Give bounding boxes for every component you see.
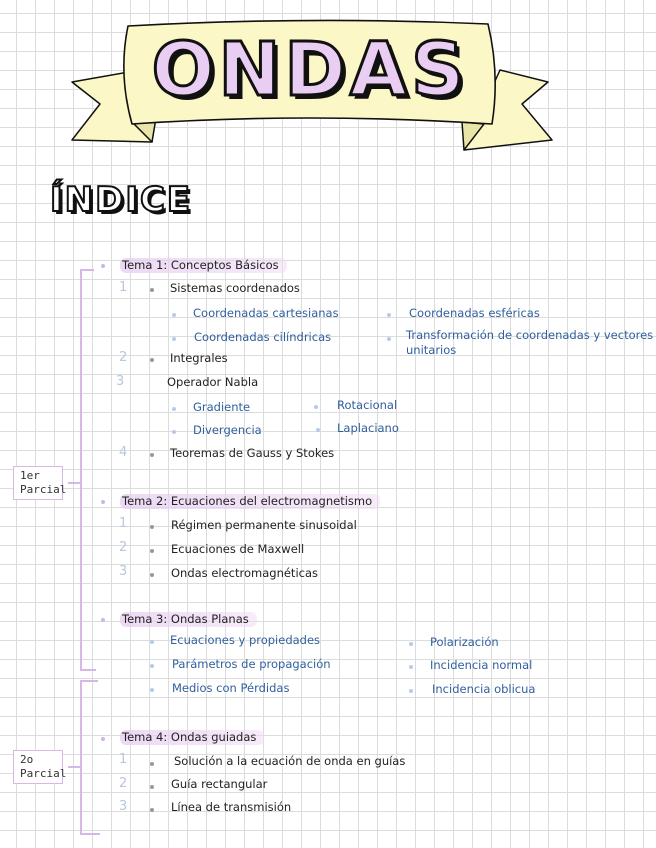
page-title: ONDAS: [151, 27, 469, 113]
sub-coordenadas-cartesianas: Coordenadas cartesianas: [193, 306, 339, 320]
item-ecuaciones-maxwell: Ecuaciones de Maxwell: [171, 542, 305, 556]
tema-3-title: Tema 3: Ondas Planas: [120, 612, 257, 627]
sub-bullet: [387, 313, 391, 317]
item-number: 1: [119, 752, 128, 767]
index-heading: ÍNDICE: [50, 180, 193, 220]
sub-transformacion-coordenadas: Transformación de coordenadas y vectores unitarios: [406, 328, 654, 357]
sub-bullet: [314, 405, 318, 409]
tema-2-title: Tema 2: Ecuaciones del electromagnetismo: [120, 494, 380, 509]
item-bullet: [150, 288, 154, 292]
parcial-2-bracket: [80, 680, 82, 834]
item-ondas-electromagneticas: Ondas electromagnéticas: [171, 566, 319, 580]
item-number: 3: [119, 799, 128, 814]
item-number: 4: [119, 445, 128, 460]
bracket-2-bottom-tick: [80, 833, 100, 835]
topic-bullet: [101, 264, 105, 268]
item-number: 3: [116, 374, 125, 389]
sub-bullet: [172, 337, 176, 341]
item-number: 2: [119, 350, 128, 365]
topic-bullet: [101, 500, 105, 504]
sub-incidencia-normal: Incidencia normal: [430, 658, 533, 672]
item-operador-nabla: Operador Nabla: [167, 375, 259, 389]
bracket-2-top-tick: [80, 680, 98, 682]
sub-bullet: [150, 664, 154, 668]
sub-bullet: [387, 337, 391, 341]
parcial-2-text: 2o Parcial: [20, 753, 67, 780]
item-number: 3: [119, 564, 128, 579]
tema-4-title: Tema 4: Ondas guiadas: [120, 730, 264, 745]
item-number: 2: [119, 776, 128, 791]
sub-polarizacion: Polarización: [430, 635, 499, 649]
parcial-1-bracket: [80, 270, 82, 670]
item-solucion-ecuacion-onda: Solución a la ecuación de onda en guías: [174, 754, 406, 768]
tema-1-title: Tema 1: Conceptos Básicos: [120, 258, 287, 273]
item-bullet: [150, 808, 154, 812]
sub-bullet: [172, 313, 176, 317]
parcial-1-connector: [68, 482, 80, 484]
item-integrales: Integrales: [170, 351, 228, 365]
item-bullet: [150, 549, 154, 553]
sub-bullet: [409, 689, 413, 693]
item-linea-transmision: Línea de transmisión: [171, 800, 292, 814]
parcial-2-label: [13, 750, 67, 784]
item-regimen-permanente: Régimen permanente sinusoidal: [171, 518, 357, 532]
sub-bullet: [150, 640, 154, 644]
item-bullet: [150, 453, 154, 457]
sub-ecuaciones-propiedades: Ecuaciones y propiedades: [170, 633, 321, 647]
item-number: 1: [119, 516, 128, 531]
sub-bullet: [150, 688, 154, 692]
item-number: 2: [119, 540, 128, 555]
sub-gradiente: Gradiente: [193, 400, 251, 414]
item-guia-rectangular: Guía rectangular: [171, 777, 268, 791]
sub-incidencia-oblicua: Incidencia oblicua: [432, 682, 536, 696]
sub-bullet: [172, 430, 176, 434]
sub-medios-perdidas: Medios con Pérdidas: [172, 681, 290, 695]
item-sistemas-coordenados: Sistemas coordenados: [170, 281, 300, 295]
sub-rotacional: Rotacional: [337, 398, 398, 412]
sub-parametros-propagacion: Parámetros de propagación: [172, 657, 331, 671]
sub-bullet: [409, 665, 413, 669]
item-bullet: [150, 762, 154, 766]
sub-divergencia: Divergencia: [193, 423, 262, 437]
bracket-1-top-tick: [80, 269, 94, 271]
bracket-1-bottom-tick: [80, 669, 96, 671]
sub-laplaciano: Laplaciano: [337, 421, 399, 435]
sub-bullet: [316, 428, 320, 432]
sub-coordenadas-cilindricas: Coordenadas cilíndricas: [194, 330, 332, 344]
sub-bullet: [409, 642, 413, 646]
item-bullet: [150, 573, 154, 577]
sub-bullet: [172, 407, 176, 411]
parcial-1-label: [13, 466, 67, 500]
sub-coordenadas-esfericas: Coordenadas esféricas: [409, 306, 540, 320]
item-bullet: [150, 358, 154, 362]
parcial-2-connector: [68, 766, 80, 768]
parcial-1-text: 1er Parcial: [20, 469, 67, 496]
topic-bullet: [101, 737, 105, 741]
topic-bullet: [101, 618, 105, 622]
item-number: 1: [119, 280, 128, 295]
item-bullet: [150, 525, 154, 529]
item-teoremas-gauss-stokes: Teoremas de Gauss y Stokes: [170, 446, 335, 460]
item-bullet: [150, 785, 154, 789]
